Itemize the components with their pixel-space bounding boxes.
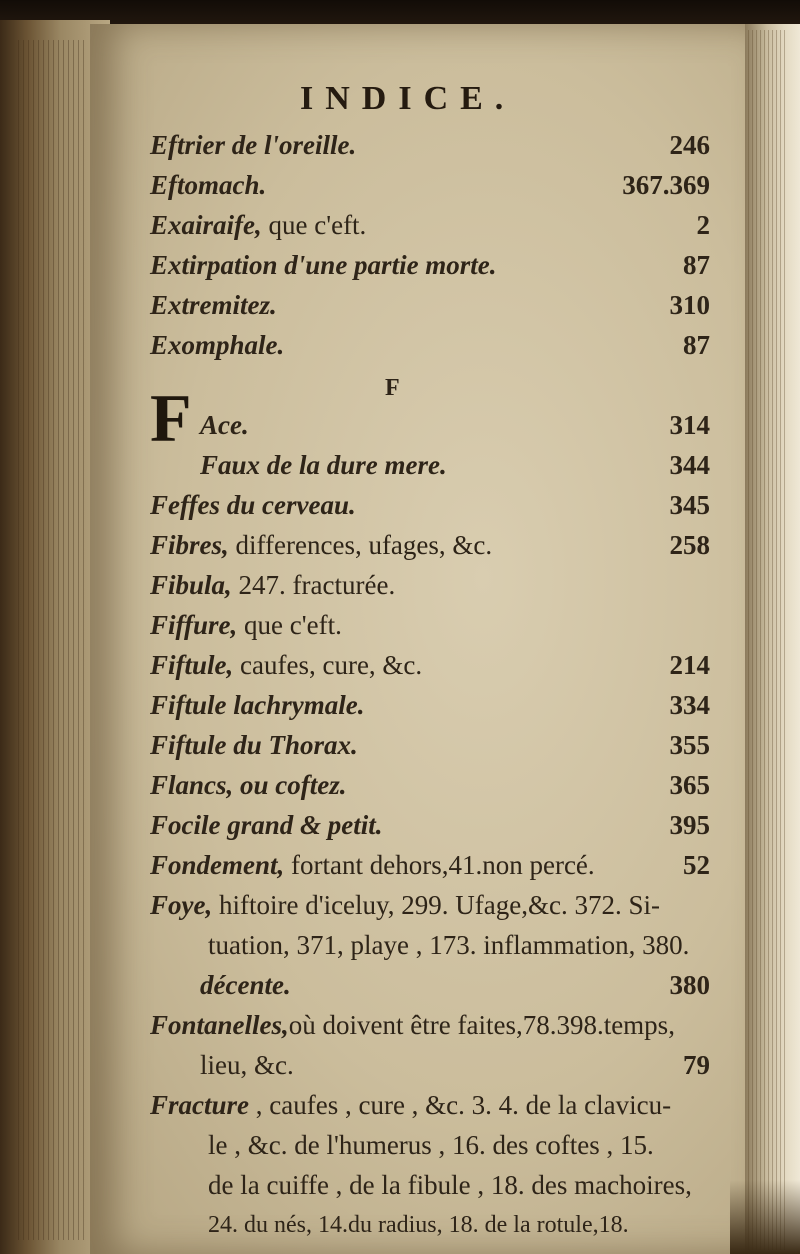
entry-head: Foye, (150, 890, 213, 920)
entry-head: Fiffure, (150, 610, 238, 640)
entry-page: 246 (669, 130, 710, 160)
entry-page: 214 (669, 650, 710, 680)
entry-head: Fondement, (150, 850, 285, 880)
entry-page: 365 (669, 770, 710, 800)
index-entry (150, 885, 740, 925)
entry-rest: où doivent être faites,78.398.temps, (288, 1010, 675, 1040)
entry-page: 367.369 (622, 170, 710, 200)
entry-page: 52 (683, 850, 710, 880)
index-entry (150, 1085, 740, 1125)
entry-label: décente. (200, 970, 291, 1000)
continuation-line: de la cuiffe , de la fibule , 18. des machoires, (208, 1170, 692, 1200)
entry-rest: 247. fracturée. (231, 570, 396, 600)
entry-rest: hiftoire d'iceluy, 299. Ufage,&c. 372. Si- (212, 890, 660, 920)
entry-page: 87 (683, 250, 710, 280)
entry-label: Exomphale. (150, 330, 285, 360)
index-entry (150, 205, 710, 245)
entry-label: Ace. (200, 410, 249, 440)
entry-page: 258 (669, 530, 710, 560)
entry-head: Fontanelles, (150, 1010, 289, 1040)
index-entry (150, 485, 710, 525)
entry-page: 395 (669, 810, 710, 840)
index-entry (200, 1045, 710, 1085)
entry-head: Fibres, (150, 530, 229, 560)
index-entry (150, 845, 710, 885)
entry-label (150, 605, 342, 645)
page-header: INDICE. (300, 80, 516, 117)
index-entry (150, 525, 710, 565)
entry-head: Fiftule, (150, 650, 234, 680)
entry-page: 79 (683, 1050, 710, 1080)
entry-page: 334 (669, 690, 710, 720)
entry-label: Fiftule lachrymale. (150, 690, 365, 720)
entry-rest: differences, ufages, &c. (228, 530, 493, 560)
entry-label (150, 205, 366, 245)
entry-page: 310 (669, 290, 710, 320)
entry-label (150, 645, 422, 685)
entry-page: 314 (669, 410, 710, 440)
entry-label: Faux de la dure mere. (200, 450, 447, 480)
index-entry (150, 565, 710, 605)
entry-head: Fracture (150, 1090, 250, 1120)
entry-label: Eftrier de l'oreille. (150, 130, 357, 160)
continuation-line: 24. du nés, 14.du radius, 18. de la rotule,18. (208, 1212, 629, 1238)
index-entry (150, 805, 710, 845)
entry-page: 2 (696, 210, 710, 240)
entry-label: Flancs, ou coftez. (150, 770, 347, 800)
index-entry (150, 725, 710, 765)
entry-label (150, 885, 660, 925)
section-letter: F (385, 375, 400, 401)
index-entry (150, 165, 710, 205)
entry-label (150, 1005, 675, 1045)
continuation-line: tuation, 371, playe , 173. inflammation, 380. (208, 930, 690, 960)
index-entry (200, 445, 710, 485)
entry-head: Fibula, (150, 570, 232, 600)
entry-label (150, 1085, 671, 1125)
entry-rest: , caufes , cure , &c. 3. 4. de la clavicu- (249, 1090, 672, 1120)
entry-label (150, 845, 595, 885)
index-entry (150, 645, 710, 685)
entry-label: Extirpation d'une partie morte. (150, 250, 497, 280)
entry-head: Exairaife, (150, 210, 262, 240)
entry-rest: caufes, cure, &c. (233, 650, 423, 680)
drop-cap: F (150, 380, 192, 456)
entry-label: Fiftule du Thorax. (150, 730, 358, 760)
entry-page: 87 (683, 330, 710, 360)
index-entry (150, 605, 710, 645)
continuation-line: le , &c. de l'humerus , 16. des coftes , 15. (208, 1130, 654, 1160)
index-entry (150, 125, 710, 165)
index-entry (150, 765, 710, 805)
index-entry (150, 245, 710, 285)
entry-label: lieu, &c. (200, 1050, 294, 1080)
index-entry (200, 405, 710, 445)
entry-page: 345 (669, 490, 710, 520)
entry-rest: fortant dehors,41.non percé. (284, 850, 595, 880)
index-entry (150, 1005, 740, 1045)
entry-rest: que c'eft. (261, 210, 367, 240)
entry-label: Focile grand & petit. (150, 810, 383, 840)
entry-label: Feffes du cerveau. (150, 490, 356, 520)
entry-page: 380 (669, 970, 710, 1000)
entry-rest: que c'eft. (237, 610, 342, 640)
entry-label (150, 565, 395, 605)
entry-label: Eftomach. (150, 170, 267, 200)
index-entry (150, 685, 710, 725)
entry-page: 355 (669, 730, 710, 760)
index-entry (150, 285, 710, 325)
entry-label: Extremitez. (150, 290, 277, 320)
index-entry (150, 325, 710, 365)
entry-page: 344 (669, 450, 710, 480)
entry-label (150, 525, 492, 565)
index-entry (200, 965, 710, 1005)
